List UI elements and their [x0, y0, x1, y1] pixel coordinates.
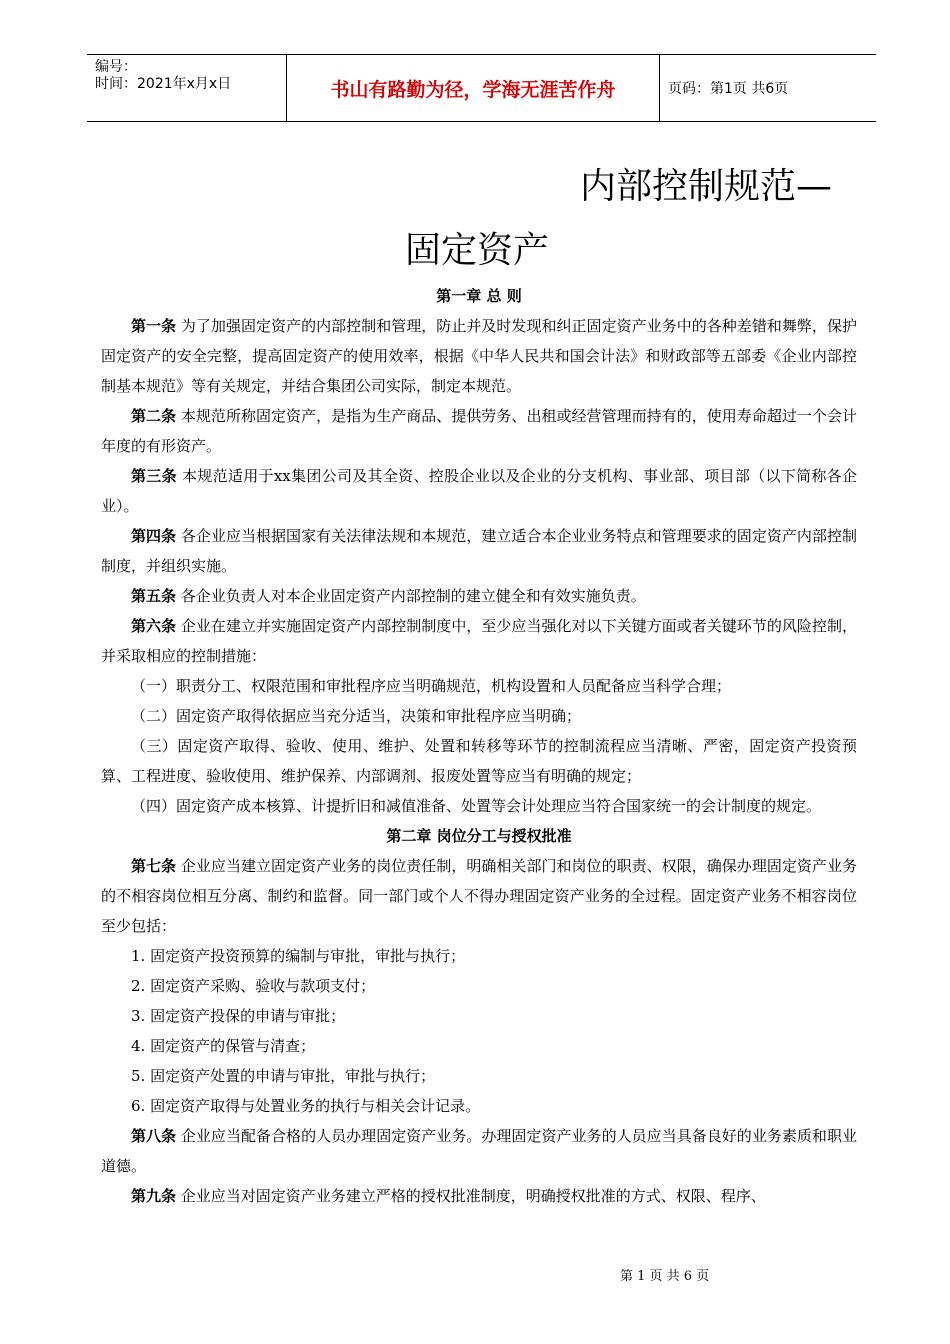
article: [101, 401, 857, 461]
list-item: 5. 固定资产处置的申请与审批，审批与执行；: [131, 1067, 436, 1085]
article-text: 为了加强固定资产的内部控制和管理，防止并及时发现和纠正固定资产业务中的各种差错和舞弊，保护固定资产的安全完整，提高固定资产的使用效率，根据《中华人民共和国会计法》和财政部等五部委《企业内部控制基本规范》等有关规定，并结合集团公司实际，制定本规范。: [101, 317, 857, 395]
doc-body: [101, 281, 857, 1211]
article: [101, 611, 857, 671]
page-header: [87, 54, 876, 122]
article-label: 第四条: [131, 527, 177, 545]
article: [101, 1121, 857, 1181]
doc-title-line1: 内部控制规范—: [580, 166, 833, 207]
article: [101, 581, 857, 611]
list-item: （一）职责分工、权限范围和审批程序应当明确规范，机构设置和人员配备应当科学合理；: [131, 677, 732, 695]
article-label: 第三条: [131, 467, 177, 485]
list-item: （二）固定资产取得依据应当充分适当，决策和审批程序应当明确；: [131, 707, 582, 725]
article-label: 第二条: [131, 407, 177, 425]
header-motto: 书山有路勤为径，学海无涯苦作舟: [287, 55, 660, 121]
list-item: （四）固定资产成本核算、计提折旧和减值准备、处置等会计处理应当符合国家统一的会计制度的规定。: [131, 797, 822, 815]
article-label: 第六条: [131, 617, 177, 635]
article-label: 第一条: [131, 317, 177, 335]
article: [101, 851, 857, 941]
article-text: 企业应当建立固定资产业务的岗位责任制，明确相关部门和岗位的职责、权限，确保办理固定资产业务的不相容岗位相互分离、制约和监督。同一部门或个人不得办理固定资产业务的全过程。固定资产业务不相容岗位至少包括：: [101, 857, 857, 935]
chapter-heading: 第一章 总 则: [436, 287, 522, 305]
number-label: 编号：: [95, 59, 137, 75]
header-page-info: 页码：第1页 共6页: [668, 81, 789, 97]
article-text: 企业应当对固定资产业务建立严格的授权批准制度，明确授权批准的方式、权限、程序、: [180, 1187, 766, 1205]
page-footer: 第 1 页 共 6 页: [620, 1269, 710, 1284]
list-item: （三）固定资产取得、验收、使用、维护、处置和转移等环节的控制流程应当清晰、严密，固定资产投资预算、工程进度、验收使用、维护保养、内部调剂、报废处置等应当有明确的规定；: [101, 737, 857, 785]
article: [101, 1181, 857, 1211]
list-item: 6. 固定资产取得与处置业务的执行与相关会计记录。: [131, 1097, 481, 1115]
article-text: 各企业应当根据国家有关法律法规和本规范，建立适合本企业业务特点和管理要求的固定资产内部控制制度，并组织实施。: [101, 527, 857, 575]
header-meta: [87, 55, 287, 121]
article-text: 企业应当配备合格的人员办理固定资产业务。办理固定资产业务的人员应当具备良好的业务素质和职业道德。: [101, 1127, 857, 1175]
list-item: 3. 固定资产投保的申请与审批；: [131, 1007, 346, 1025]
list-item: 2. 固定资产采购、验收与款项支付；: [131, 977, 376, 995]
chapter-heading: 第二章 岗位分工与授权批准: [386, 827, 572, 845]
article-text: 各企业负责人对本企业固定资产内部控制的建立健全和有效实施负责。: [180, 587, 646, 605]
article-text: 本规范适用于xx集团公司及其全资、控股企业以及企业的分支机构、事业部、项目部（以下简称各企业）。: [101, 467, 857, 515]
article-label: 第八条: [131, 1127, 177, 1145]
article: [101, 521, 857, 581]
article-text: 本规范所称固定资产，是指为生产商品、提供劳务、出租或经营管理而持有的，使用寿命超过一个会计年度的有形资产。: [101, 407, 857, 455]
article: [101, 311, 857, 401]
article-label: 第五条: [131, 587, 177, 605]
doc-title-line2: 固定资产: [405, 230, 550, 271]
list-item: 4. 固定资产的保管与清查；: [131, 1037, 316, 1055]
article-label: 第九条: [131, 1187, 177, 1205]
time-label: 时间：2021年x月x日: [95, 76, 232, 92]
article-text: 企业在建立并实施固定资产内部控制制度中，至少应当强化对以下关键方面或者关键环节的风险控制，并采取相应的控制措施：: [101, 617, 857, 665]
article-label: 第七条: [131, 857, 177, 875]
article: [101, 461, 857, 521]
list-item: 1. 固定资产投资预算的编制与审批，审批与执行；: [131, 947, 466, 965]
